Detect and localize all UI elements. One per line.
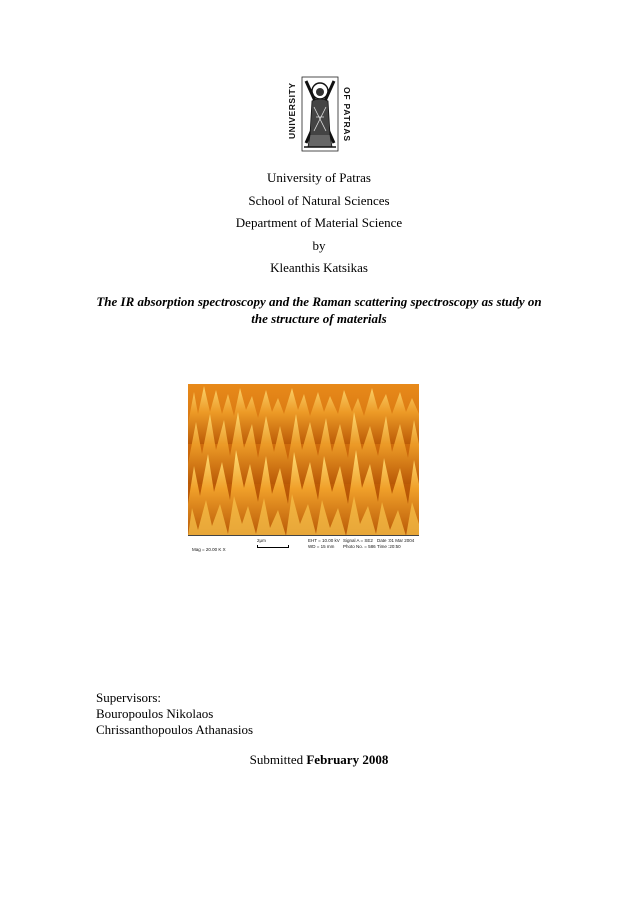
svg-text:OF PATRAS: OF PATRAS <box>342 87 352 141</box>
time-label: Time :20:50 <box>377 544 401 549</box>
submission-date: February 2008 <box>306 752 389 767</box>
by-label: by <box>312 238 326 253</box>
sem-micrograph-image <box>188 384 419 557</box>
sem-data-bar <box>188 535 419 557</box>
supervisor-name: Bouropoulos Nikolaos <box>96 706 214 721</box>
school-name: School of Natural Sciences <box>248 193 390 208</box>
author-name: Kleanthis Katsikas <box>270 260 368 275</box>
magnification-label: Mag = 20.00 K X <box>192 547 226 552</box>
department-name: Department of Material Science <box>235 215 403 230</box>
university-seal-logo <box>280 73 360 155</box>
supervisor-name: Chrissanthopoulos Athanasios <box>96 722 254 737</box>
date-label: Date :01 Mar 2004 <box>377 538 415 543</box>
submission-line <box>0 752 638 768</box>
signal-label: Signal A = SE2 <box>343 538 373 543</box>
scale-label: 2μm <box>257 538 266 543</box>
document-title: The IR absorption spectroscopy and the Raman scattering spectroscopy as study on the structure of materials <box>96 294 542 326</box>
supervisors-heading: Supervisors: <box>96 690 161 705</box>
scale-bar <box>257 545 289 548</box>
svg-text:UNIVERSITY: UNIVERSITY <box>287 83 297 139</box>
eht-label: EHT = 10.00 kV <box>308 538 340 543</box>
university-name: University of Patras <box>267 170 371 185</box>
photo-number-label: Photo No. = 586 <box>343 544 376 549</box>
submitted-label: Submitted <box>249 752 304 767</box>
wd-label: WD = 15 mm <box>308 544 335 549</box>
